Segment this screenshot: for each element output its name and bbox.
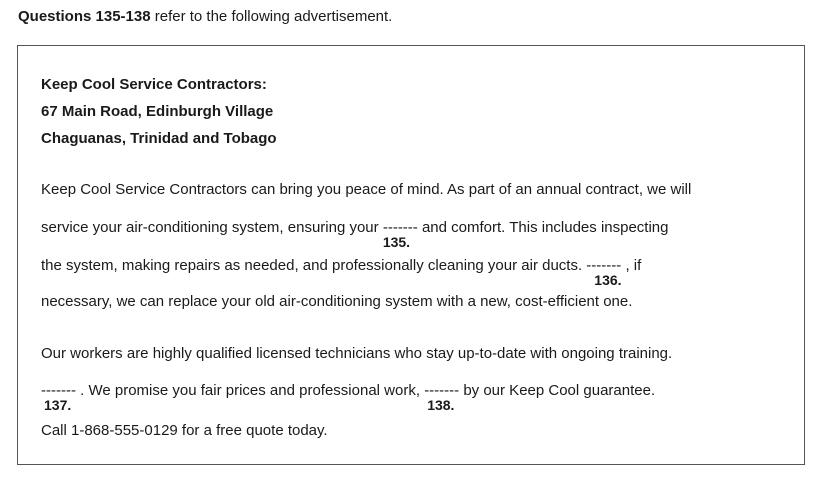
question-intro: refer to the following advertisement.: [154, 8, 393, 25]
city-country: Chaguanas, Trinidad and Tobago: [41, 130, 277, 147]
blank-137[interactable]: [41, 382, 76, 413]
advertisement-box: [17, 45, 805, 465]
blank-138-marker: -------: [424, 382, 460, 399]
paragraph1-line3-end: , if: [625, 257, 642, 274]
question-range: Questions 135-138: [18, 8, 151, 25]
blank-135-marker: -------: [382, 219, 418, 236]
blank-138-number: 138.: [427, 397, 455, 413]
company-name: Keep Cool Service Contractors:: [41, 76, 267, 93]
question-heading: [18, 8, 392, 25]
paragraph2-line2-middle: . We promise you fair prices and professional work,: [80, 382, 421, 399]
blank-138[interactable]: [424, 382, 460, 413]
paragraph1-line2-end: and comfort. This includes inspecting: [421, 219, 669, 236]
paragraph1-line4: necessary, we can replace your old air-conditioning system with a new, cost-efficient one.: [41, 293, 633, 310]
paragraph1-line1: Keep Cool Service Contractors can bring you peace of mind. As part of an annual contract, we will: [41, 181, 692, 198]
paragraph1-line3-start: the system, making repairs as needed, and professionally cleaning your air ducts.: [41, 257, 583, 274]
blank-136-marker: -------: [586, 257, 622, 274]
call-to-action: Call 1-868-555-0129 for a free quote today.: [41, 422, 328, 439]
paragraph2-line2: [41, 382, 656, 413]
street-address: 67 Main Road, Edinburgh Village: [41, 103, 274, 120]
paragraph1-line2-start: service your air-conditioning system, ensuring your: [41, 219, 379, 236]
paragraph2-line1: Our workers are highly qualified licensed technicians who stay up-to-date with ongoing training.: [41, 345, 673, 362]
paragraph1-line3: [41, 257, 642, 288]
blank-136[interactable]: [586, 257, 622, 288]
paragraph1-line2: [41, 219, 669, 250]
blank-135[interactable]: [382, 219, 418, 250]
blank-135-number: 135.: [382, 234, 411, 250]
blank-136-number: 136.: [594, 272, 622, 288]
blank-137-number: 137.: [44, 397, 72, 413]
blank-137-marker: -------: [41, 382, 76, 399]
paragraph2-line2-end: by our Keep Cool guarantee.: [463, 382, 656, 399]
